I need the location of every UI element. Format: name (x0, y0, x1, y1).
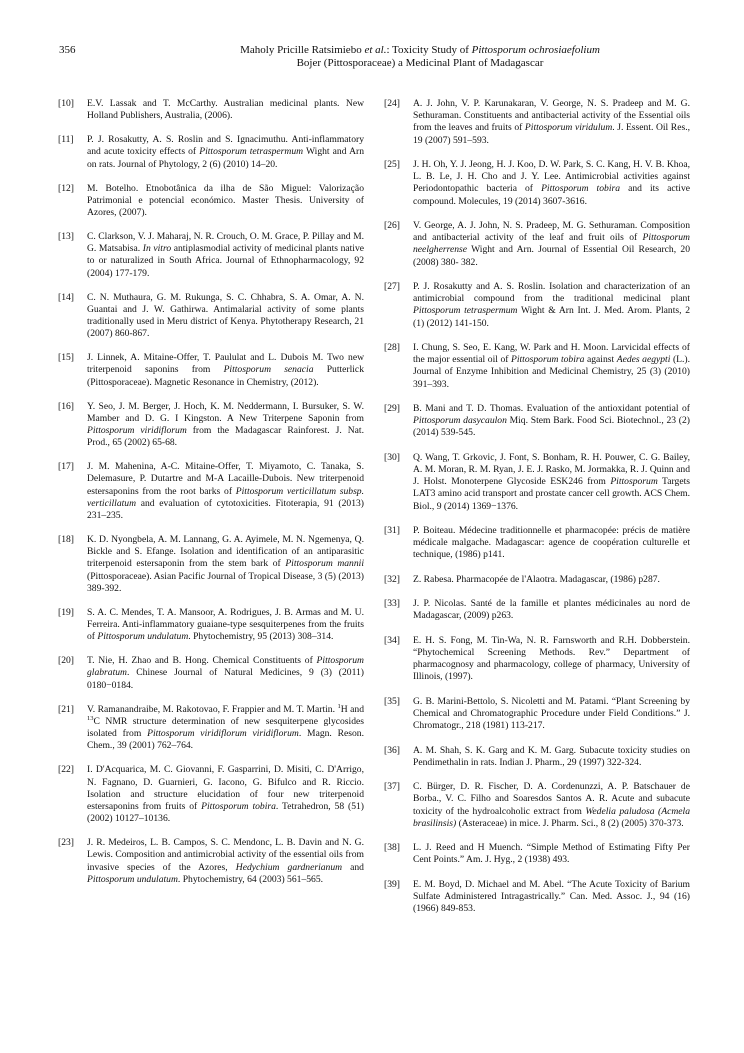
superscript: 13 (87, 714, 94, 722)
reference-text (413, 598, 690, 622)
reference-text (87, 292, 364, 341)
reference-text (413, 403, 690, 440)
text-segment: C. N. Muthaura, G. M. Rukunga, S. C. Chhabra, S. A. Omar, A. N. Guantai and J. W. Gathirwa. Antimalarial activity of some plants traditionally used in Meru district of Kenya. Phytotherapy Research, 21 (2007) 860-867. (87, 291, 364, 340)
reference-text (87, 352, 364, 389)
reference-item (384, 98, 690, 147)
reference-number: [20] (58, 655, 74, 667)
text-segment: J. P. Nicolas. Santé de la famille et plantes médicinales au nord de Madagascar, (2009) p263. (413, 598, 690, 622)
reference-item (384, 220, 690, 269)
reference-item (58, 764, 364, 825)
reference-number: [19] (58, 606, 74, 618)
reference-item (384, 574, 690, 586)
italic-species-name: Pittosporum viridiflorum (87, 425, 187, 437)
italic-species-name: Pittosporum mannii (285, 558, 364, 570)
text-segment: Miq. Stem Bark. Food Sci. Biotechnol., 23 (2) (2014) 539-545. (413, 415, 690, 439)
page-number: 356 (59, 44, 76, 56)
reference-item (58, 534, 364, 595)
reference-number: [22] (58, 764, 74, 776)
superscript: 1 (337, 702, 341, 710)
reference-text (413, 342, 690, 391)
reference-text (413, 220, 690, 269)
italic-species-name: Pittosporum undulatum (97, 631, 189, 643)
italic-species-name: Wedelia paludosa (Acmela brasilinsis) (413, 805, 691, 829)
reference-item (58, 183, 364, 220)
reference-number: [30] (384, 451, 400, 463)
reference-number: [26] (384, 220, 400, 231)
reference-number: [24] (384, 98, 400, 109)
text-segment: J. H. Oh, Y. J. Jeong, H. J. Koo, D. W. Park, S. C. Kang, H. V. B. Khoa, L. B. Le, J. H. Cho and J. Y. Lee. Antimicrobial activities against Periodontopathic bacteria of (413, 159, 690, 195)
italic-species-name: Pittosporum viridulum (524, 122, 613, 134)
reference-item (384, 159, 690, 208)
reference-text (87, 183, 364, 220)
reference-item (58, 231, 364, 280)
reference-number: [18] (58, 534, 74, 546)
reference-number: [14] (58, 291, 74, 303)
text-segment: T. Nie, H. Zhao and B. Hong. Chemical Constituents of (87, 655, 317, 667)
text-segment: Wight and Arn. Journal of Essential Oil Research, 20 (2008) 380- 382. (413, 244, 690, 268)
reference-item (384, 281, 690, 330)
references-right-column (384, 98, 690, 928)
text-segment: E. H. S. Fong, M. Tin-Wa, N. R. Farnsworth and R.H. Dobberstein. “Phytochemical Screening Methods. Rev.” Department of pharmacognosy and pharmacology, college of pharmacy, University of Illinois, (1997). (413, 634, 690, 683)
text-segment: S. A. C. Mendes, T. A. Mansoor, A. Rodrigues, J. B. Armas and M. U. Ferreira. Anti-inflammatory guaiane-type sesquiterpenes from the fruits of (87, 606, 364, 643)
text-segment: J. M. Mahenina, A-C. Mitaine-Offer, T. Miyamoto, C. Tanaka, S. Delemasure, P. Dutartre and M-A Lacaille-Dubois. New triterpenoid estersaponins from the root barks of (87, 461, 364, 497)
text-segment: A. M. Shah, S. K. Garg and K. M. Garg. Subacute toxicity studies on Pendimethalin in rats. Indian J. Pharm., 29 (1997) 322-324. (413, 744, 690, 768)
reference-text (87, 534, 364, 595)
text-segment: A. J. John, V. P. Karunakaran, V. George, N. S. Pradeep and M. G. Sethuraman. Constituents and antibacterial activity of the Essential oils from the leaves and fruits of (413, 98, 690, 134)
italic-species-name: Pittosporum tobira (201, 800, 276, 812)
reference-item (384, 525, 690, 562)
reference-text (87, 231, 364, 280)
reference-number: [38] (384, 842, 400, 854)
text-segment: and its active compound. Molecules, 19 (2014) 3607-3616. (413, 183, 690, 207)
italic-species-name: Pittosporum neelgherrense (413, 232, 690, 256)
reference-text (87, 607, 364, 644)
reference-item (384, 745, 690, 769)
running-head-line-2: Bojer (Pittosporaceae) a Medicinal Plant of Madagascar (296, 57, 544, 69)
text-segment: I. D'Acquarica, M. C. Giovanni, F. Gasparrini, D. Misiti, C. D'Arrigo, N. Fagnano, D. Guarnieri, G. Iacono, G. Bifulco and R. Riccio. Isolation and structure elucidation of four new triterpenoid estersaponins from fruits of (87, 764, 364, 812)
reference-number: [23] (58, 837, 74, 849)
running-head (150, 44, 690, 70)
reference-item (384, 879, 690, 916)
reference-number: [10] (58, 98, 74, 109)
italic-species-name: Pittosporum dasycaulon (413, 415, 507, 427)
reference-text (413, 781, 690, 830)
text-segment: Y. Seo, J. M. Berger, J. Hoch, K. M. Neddermann, I. Bursuker, S. W. Mamber and D. G. I Kingston. A New Triterpene Saponin from (87, 400, 364, 424)
text-segment: Q. Wang, T. Grkovic, J. Font, S. Bonham, R. H. Pouwer, C. G. Bailey, A. M. Moran, R. M. Ryan, J. E. J. Rasko, M. Jormakka, R. J. Quinn and J. Holst. Monoterpene Glycoside ESK246 from (413, 451, 690, 488)
reference-item (58, 837, 364, 886)
text-segment: G. B. Marini-Bettolo, S. Nicoletti and M. Patami. “Plant Screening by Chemical and Chromatographic Procedure under Field Conditions.” J. Chromatogr., 218 (1981) 113-217. (413, 695, 690, 732)
italic-species-name: Pittosporum glabratum (87, 655, 364, 679)
italic-species-name: Pittosporum undulatum (87, 873, 178, 885)
reference-text (87, 461, 364, 522)
reference-number: [35] (384, 695, 400, 707)
reference-item (58, 461, 364, 522)
text-segment: . Chinese Journal of Natural Medicines, 9 (3) (2011) 0180−0184. (87, 667, 364, 691)
reference-text (413, 98, 690, 147)
text-segment: Targets LAT3 amino acid transport and prostate cancer cell growth. ACS Chem. Biol., 9 (2014) 1369−1376. (413, 476, 690, 512)
reference-item (58, 134, 364, 171)
reference-item (58, 655, 364, 692)
reference-text (413, 574, 690, 586)
reference-item (58, 292, 364, 341)
text-segment: (Pittosporaceae). Asian Pacific Journal of Tropical Disease, 3 (5) (2013) 389-392. (87, 570, 364, 594)
text-segment: I. Chung, S. Seo, E. Kang, W. Park and H. Moon. Larvicidal effects of the major essential oil of (413, 342, 690, 366)
references-left-column (58, 98, 364, 898)
text-segment: P. J. Rosakutty, A. S. Roslin and S. Ignacimuthu. Anti-inflammatory and acute toxicity effects of (87, 134, 364, 158)
reference-item (58, 98, 364, 122)
italic-species-name: Pittosporum tobira (541, 183, 621, 195)
reference-text (413, 635, 690, 684)
running-head-line-1 (150, 44, 690, 57)
text-segment: from the Madagascar Rainforest. J. Nat. Prod., 65 (2002) 65-68. (87, 425, 364, 449)
italic-species-name: Hedychium gardnerianum (235, 861, 343, 873)
reference-number: [15] (58, 352, 74, 364)
reference-number: [11] (58, 134, 74, 146)
reference-text (413, 696, 690, 733)
reference-text (413, 842, 690, 866)
reference-number: [21] (58, 703, 74, 715)
reference-item (384, 781, 690, 830)
text-segment: . Phytochemistry, 95 (2013) 308–314. (188, 631, 334, 643)
reference-item (58, 607, 364, 644)
text-segment: . J. Essent. Oil Res., 19 (2007) 591–593. (413, 122, 690, 146)
reference-number: [16] (58, 400, 74, 412)
reference-number: [33] (384, 598, 400, 610)
reference-text (87, 837, 364, 886)
reference-text (413, 525, 690, 562)
reference-item (384, 598, 690, 622)
running-head-text: Maholy Pricille Ratsimiebo (240, 44, 365, 56)
reference-number: [32] (384, 573, 400, 585)
italic-species-name: Pittosporum tetraspermum (199, 146, 304, 158)
text-segment: L. J. Reed and H Muench. “Simple Method of Estimating Fifty Per Cent Points.” Am. J. Hyg., 2 (1938) 493. (413, 842, 690, 866)
running-head-italic: Pittosporum ochrosiaefolium (471, 44, 600, 56)
reference-number: [36] (384, 744, 400, 756)
text-segment: (Asteraceae) in mice. J. Pharm. Sci., 8 (2) (2005) 370-373. (456, 817, 684, 829)
text-segment: antiplasmodial activity of medicinal plants native to or naturalized in South Africa. Journal of Ethnopharmacology, 92 (2004) 177-179. (87, 243, 365, 279)
reference-item (58, 704, 364, 753)
reference-number: [31] (384, 525, 400, 536)
reference-item (384, 635, 690, 684)
reference-item (384, 842, 690, 866)
reference-number: [13] (58, 231, 74, 243)
italic-species-name: Pittosporum tobira (510, 354, 585, 366)
reference-item (384, 342, 690, 391)
italic-species-name: Pittosporum (610, 476, 658, 488)
reference-text (87, 134, 364, 171)
reference-number: [12] (58, 182, 74, 194)
running-head-italic: et al. (364, 44, 387, 56)
italic-species-name: Pittosporum tetraspermum (413, 305, 518, 317)
reference-text (413, 879, 690, 916)
reference-item (384, 403, 690, 440)
text-segment: V. Ramanandraibe, M. Rakotovao, F. Frappier and M. T. Martin. (87, 703, 338, 715)
text-segment: E.V. Lassak and T. McCarthy. Australian medicinal plants. New Holland Publishers, Australia, (2006). (87, 98, 364, 122)
text-segment: Putterlick (Pittosporaceae). Magnetic Resonance in Chemistry, (2012). (87, 364, 364, 388)
reference-number: [28] (384, 342, 400, 353)
text-segment: (L.). Journal of Enzyme Inhibition and Medicinal Chemistry, 25 (3) (2010) 391–393. (413, 354, 690, 390)
reference-text (87, 764, 364, 825)
text-segment: Wight and Arn on rats. Journal of Phytology, 2 (6) (2010) 14–20. (87, 146, 364, 170)
text-segment: and (342, 861, 364, 873)
reference-item (58, 352, 364, 389)
reference-number: [37] (384, 781, 400, 793)
reference-item (58, 401, 364, 450)
italic-species-name: Pittosporum viridiflorum viridiflorum (147, 728, 299, 740)
text-segment: P. J. Rosakutty and A. S. Roslin. Isolation and characterization of an antimicrobial compound from the traditional medicinal plant (413, 281, 690, 305)
reference-text (87, 401, 364, 450)
reference-number: [34] (384, 634, 400, 646)
text-segment: Wight & Arn Int. J. Med. Arom. Plants, 2 (1) (2012) 141-150. (413, 305, 691, 329)
reference-number: [25] (384, 159, 400, 170)
text-segment: M. Botelho. Etnobotânica da ilha de São Miguel: Valorização Patrimonial e potencial económico. Master Thesis. University of Azores, (2007). (87, 182, 364, 219)
italic-species-name: Pittosporum senacia (223, 364, 314, 376)
text-segment: Z. Rabesa. Pharmacopée de l'Alaotra. Madagascar, (1986) p287. (413, 573, 660, 585)
text-segment: C. Clarkson, V. J. Maharaj, N. R. Crouch, O. M. Grace, P. Pillay and M. G. Matsabisa. (87, 231, 364, 255)
italic-species-name: Aedes aegypti (616, 354, 671, 366)
reference-text (413, 281, 690, 330)
reference-text (87, 655, 364, 692)
running-head-text: : Toxicity Study of (386, 44, 472, 56)
text-segment: and evaluation of cytotoxicities. Fitoterapia, 91 (2013) 231–235. (87, 497, 364, 522)
reference-item (384, 696, 690, 733)
reference-text (87, 98, 364, 122)
reference-text (413, 452, 690, 513)
text-segment: . Phytochemistry, 64 (2003) 561–565. (177, 873, 324, 885)
reference-text (87, 704, 364, 753)
text-segment: K. D. Nyongbela, A. M. Lannang, G. A. Ayimele, M. N. Ngemenya, Q. Bickle and S. Efange. Isolation and identification of an antiparasitic triterpenoid estersaponin from the stem bark of (87, 534, 364, 570)
italic-species-name: In vitro (142, 243, 172, 255)
text-segment: . Magn. Reson. Chem., 39 (2001) 762–764. (87, 728, 364, 752)
reference-text (413, 159, 690, 208)
reference-number: [29] (384, 403, 400, 414)
reference-number: [39] (384, 878, 400, 890)
text-segment: J. Linnek, A. Mitaine-Offer, T. Paululat and L. Dubois M. Two new triterpenoid saponins from (87, 352, 364, 376)
text-segment: C. Bürger, D. R. Fischer, D. A. Cordenunzzi, A. P. Batschauer de Borba., V. C. Filho and Soaresdos Santos A. R. Acute and subacute toxicity of the hydroalcoholic extract from (413, 781, 690, 817)
text-segment: B. Mani and T. D. Thomas. Evaluation of the antioxidant potential of (413, 403, 690, 414)
italic-species-name: Pittosporum verticillatum subsp. verticillatum (87, 485, 364, 509)
reference-number: [17] (58, 461, 74, 473)
text-segment: E. M. Boyd, D. Michael and M. Abel. “The Acute Toxicity of Barium Sulfate Administered Intragastrically.” Can. Med. Assoc. J., 94 (16) (1966) 849-853. (413, 878, 690, 915)
text-segment: against (584, 354, 617, 366)
reference-number: [27] (384, 281, 400, 292)
text-segment: J. R. Medeiros, L. B. Campos, S. C. Mendonc, L. B. Davin and N. G. Lewis. Composition and antimicrobial activity of the essential oils from invasive species of the Azores, (87, 837, 364, 873)
text-segment: C NMR structure determination of new sesquiterpene glycosides isolated from (87, 715, 364, 740)
text-segment: . Tetrahedron, 58 (51) (2002) 10127–10136. (87, 800, 364, 825)
text-segment: V. George, A. J. John, N. S. Pradeep, M. G. Sethuraman. Composition and antibacterial activity of the leaf and fruit oils of (413, 220, 690, 244)
text-segment: P. Boiteau. Médecine traditionnelle et pharmacopée: précis de matière médicale malgache. Madagascar: agence de coopération culturelle et technique, (1986) p141. (413, 525, 690, 561)
reference-item (384, 452, 690, 513)
reference-text (413, 745, 690, 769)
text-segment: H and (340, 703, 364, 715)
